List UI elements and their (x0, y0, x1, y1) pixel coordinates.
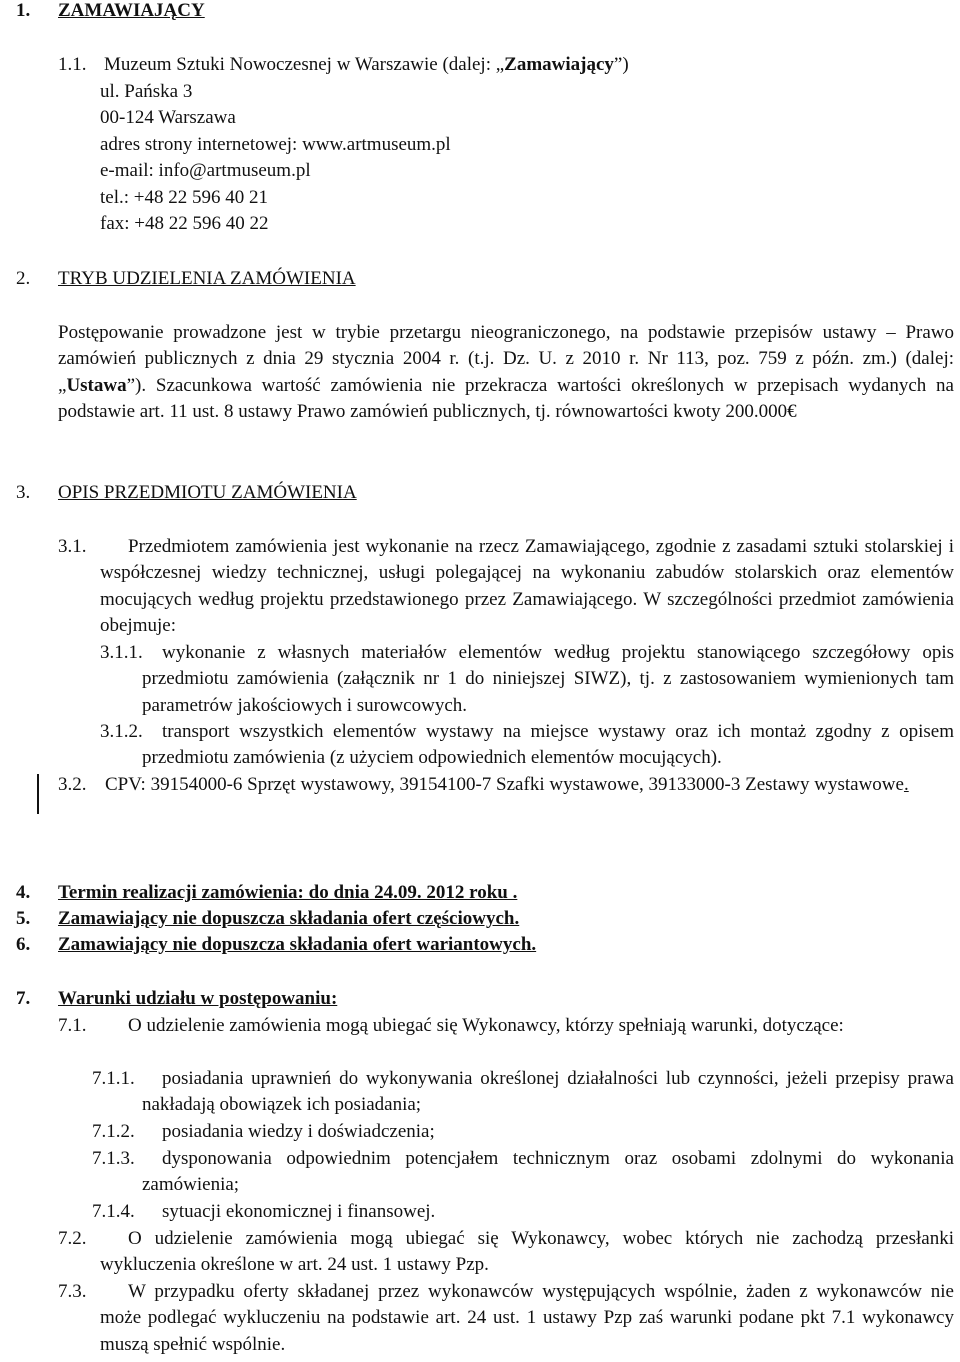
item-3-1-2-number: 3.1.2. (100, 721, 143, 742)
section-4-number: 4. (16, 882, 31, 903)
item-3-1-1-text: wykonanie z własnych materiałów elementów według projektu stanowiącego szczegółowy opis przedmiotu zamówienia (załącznik nr 1 do niniejszej SIWZ), tj. z zastosowaniem wymienionych tam parametrów jakościowych i surowcowych. (142, 642, 954, 716)
address-fax: fax: +48 22 596 40 22 (100, 213, 269, 235)
item-7-2-number: 7.2. (58, 1228, 87, 1249)
address-email: e-mail: info@artmuseum.pl (100, 160, 311, 182)
item-7-1-4-text: sytuacji ekonomicznej i finansowej. (162, 1201, 436, 1222)
item-7-1-2-number: 7.1.2. (92, 1121, 135, 1142)
item-3-2-number: 3.2. (58, 774, 87, 795)
address-phone: tel.: +48 22 596 40 21 (100, 186, 268, 208)
section-5-title: Zamawiający nie dopuszcza składania ofert częściowych. (58, 908, 520, 929)
section-5-number: 5. (16, 908, 31, 929)
item-7-1-2-text: posiadania wiedzy i doświadczenia; (162, 1121, 435, 1142)
ustawa-term: Ustawa (66, 374, 127, 396)
item-3-2-text: CPV: 39154000-6 Sprzęt wystawowy, 39154100-7 Szafki wystawowe, 39133000-3 Zestawy wystawowe. (105, 774, 909, 795)
section-3-number: 3. (16, 482, 31, 503)
item-7-2-text: O udzielenie zamówienia mogą ubiegać się Wykonawcy, wobec których nie zachodzą przesłanki wykluczenia określone w art. 24 ust. 1 ustawy Pzp. (100, 1228, 954, 1276)
section-7-title: Warunki udziału w postępowaniu: (58, 988, 338, 1009)
item-3-1-1-number: 3.1.1. (100, 642, 143, 663)
item-1-1-number: 1.1. (58, 54, 87, 75)
item-7-3-text: W przypadku oferty składanej przez wykonawców występujących wspólnie, żaden z wykonawców nie może podlegać wykluczeniu na podstawie art. 24 ust. 1 ustawy Pzp zaś warunki podane pkt 7.1 wykonawcy muszą spełnić wspólnie. (100, 1281, 954, 1355)
address-street: ul. Pańska 3 (100, 81, 193, 102)
section-1-title: ZAMAWIAJĄCY (58, 0, 205, 21)
item-3-1-text: Przedmiotem zamówienia jest wykonanie na rzecz Zamawiającego, zgodnie z zasadami sztuki stolarskiej i współczesnej wiedzy technicznej, usługi polegającej na wykonaniu zabudów stolarskich oraz elementów mocujących według projektu przedstawionego przez Zamawiającego. W szczególności przedmiot zamówienia obejmuje: (100, 536, 954, 637)
item-3-1-2-text: transport wszystkich elementów wystawy na miejsce wystawy oraz ich montaż zgodny z opisem przedmiotu zamówienia (z użyciem odpowiednich elementów mocujących). (142, 721, 954, 769)
section-6-number: 6. (16, 934, 31, 955)
section-2-paragraph: Postępowanie prowadzone jest w trybie przetargu nieograniczonego, na podstawie przepisów ustawy – Prawo zamówień publicznych z dnia 29 stycznia 2004 r. (t.j. Dz. U. z 2010 r. Nr 113, poz. 759 z późn. zm.) (dalej: „Ustawa”). Szacunkowa wartość zamówienia nie przekracza wartości określonych w przepisach wydanych na podstawie art. 11 ust. 8 ustawy Prawo zamówień publicznych, tj. równowartości kwoty 200.000€ (58, 322, 954, 423)
section-6-title: Zamawiający nie dopuszcza składania ofert wariantowych. (58, 934, 537, 955)
address-block (100, 79, 451, 237)
item-7-1-4-number: 7.1.4. (92, 1201, 135, 1222)
section-2-number: 2. (16, 268, 31, 289)
section-1-number: 1. (16, 0, 31, 21)
section-4-title: Termin realizacji zamówienia: do dnia 24.09. 2012 roku . (58, 882, 518, 903)
item-7-3-number: 7.3. (58, 1281, 87, 1302)
section-7-number: 7. (16, 988, 31, 1009)
item-7-1-text: O udzielenie zamówienia mogą ubiegać się Wykonawcy, którzy spełniają warunki, dotyczące: (128, 1015, 844, 1036)
item-3-2-trailing-dot: . (903, 774, 909, 795)
item-7-1-1-number: 7.1.1. (92, 1068, 135, 1089)
item-7-1-3-text: dysponowania odpowiednim potencjałem technicznym oraz osobami zdolnymi do wykonania zamówienia; (142, 1148, 954, 1196)
item-1-1-text: Muzeum Sztuki Nowoczesnej w Warszawie (dalej: „Zamawiający”) (104, 54, 629, 75)
revision-change-bar (37, 774, 39, 814)
zamawiajacy-term: Zamawiający (504, 54, 614, 75)
item-7-1-number: 7.1. (58, 1015, 87, 1036)
item-7-1-1-text: posiadania uprawnień do wykonywania określonej działalności lub czynności, jeżeli przepisy prawa nakładają obowiązek ich posiadania; (142, 1068, 954, 1116)
section-3-title: OPIS PRZEDMIOTU ZAMÓWIENIA (58, 482, 357, 503)
item-3-1-number: 3.1. (58, 536, 87, 557)
item-7-1-3-number: 7.1.3. (92, 1148, 135, 1169)
address-city: 00-124 Warszawa (100, 107, 236, 129)
section-2-title: TRYB UDZIELENIA ZAMÓWIENIA (58, 268, 356, 289)
address-website: adres strony internetowej: www.artmuseum.pl (100, 133, 451, 155)
